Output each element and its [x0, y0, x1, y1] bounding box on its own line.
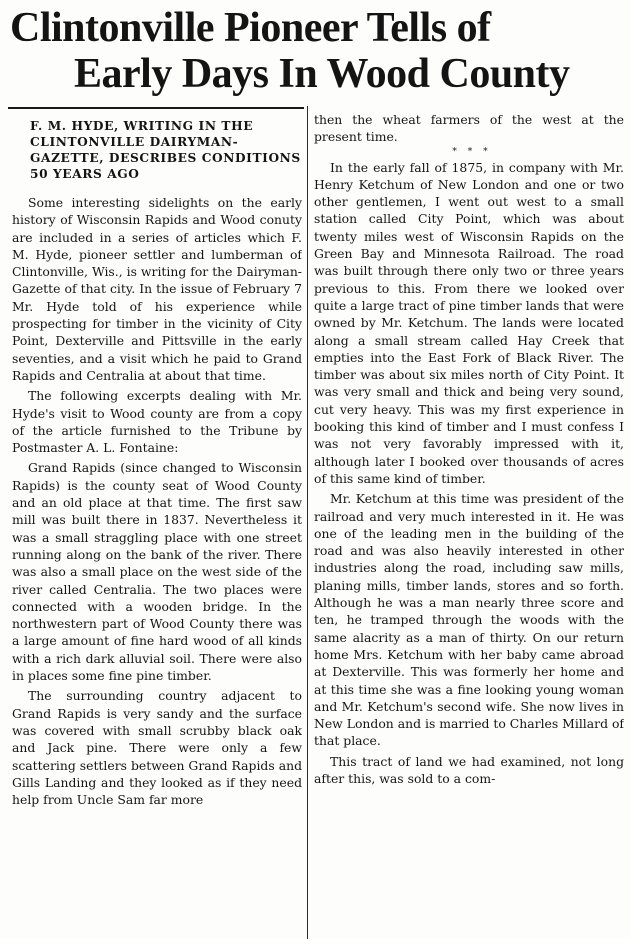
column-divider	[307, 106, 308, 939]
headline	[0, 0, 631, 104]
article-paragraph: This tract of land we had examined, not long after this, was sold to a com-	[314, 753, 624, 786]
article-paragraph: Some interesting sidelights on the early history of Wisconsin Rapids and Wood conuty are included in a series of articles which F. M. Hyde, pioneer settler and lumberman of Clintonville, Wis., is writing for the Dairyman-Gazette of that city. In the issue of February 7 Mr. Hyde told of his experience while prospecting for timber in the vicinity of City Point, Dexterville and Pittsville in the early seventies, and a visit which he paid to Grand Rapids and Centralia at about that time.	[12, 195, 302, 383]
left-column	[12, 118, 302, 936]
article-paragraph: Grand Rapids (since changed to Wisconsin Rapids) is the county seat of Wood County and an old place at that time. The first saw mill was built there in 1837. Nevertheless it was a small straggling place with one street running along on the bank of the river. There was also a small place on the west side of the river called Centralia. The two places were connected with a wooden bridge. In the northwestern part of Wood County there was a large amount of fine hard wood of all kinds with a rich dark alluvial soil. There were also in places some fine pine timber.	[12, 460, 302, 684]
headline-rule	[8, 107, 304, 109]
right-column	[314, 111, 624, 936]
headline-line-2: Early Days In Wood County	[74, 51, 570, 97]
subheadline-deck: F. M. HYDE, WRITING IN THE CLINTONVILLE DAIRYMAN-GAZETTE, DESCRIBES CONDITIONS 50 YEARS AGO	[30, 119, 301, 181]
article-paragraph-continued: then the wheat farmers of the west at the present time.	[314, 112, 624, 145]
article-paragraph: The following excerpts dealing with Mr. Hyde's visit to Wood county are from a copy of the article furnished to the Tribune by Postmaster A. L. Fontaine:	[12, 388, 302, 456]
headline-line-1: Clintonville Pioneer Tells of	[10, 5, 491, 51]
article-paragraph: Mr. Ketchum at this time was president of the railroad and very much interested in it. He was one of the leading men in the building of the road and was also heavily interested in other industries along the road, including saw mills, planing mills, timber lands, stores and so forth. Although he was a man nearly three score and ten, he tramped through the woods with the same alacrity as a man of thirty. On our return home Mrs. Ketchum with her baby came abroad at Dexterville. This was formerly her home and at this time she was a fine looking young woman and Mr. Ketchum's second wife. She now lives in New London and is married to Charles Millard of that place.	[314, 491, 624, 749]
section-separator: * * *	[452, 146, 492, 157]
article-paragraph: The surrounding country adjacent to Grand Rapids is very sandy and the surface was covered with small scrubby black oak and Jack pine. There were only a few scattering settlers between Grand Rapids and Gills Landing and they looked as if they need help from Uncle Sam far more	[12, 688, 302, 808]
article-paragraph: In the early fall of 1875, in company with Mr. Henry Ketchum of New London and one or two other gentlemen, I went out west to a small station called City Point, which was about twenty miles west of Wisconsin Rapids on the Green Bay and Minnesota Railroad. The road was built through there only two or three years previous to this. From there we looked over quite a large tract of pine timber lands that were owned by Mr. Ketchum. The lands were located along a small stream called Hay Creek that empties into the East Fork of Black River. The timber was about six miles north of City Point. It was very small and thick and being very sound, cut very heavy. This was my first experience in booking this kind of timber and I must confess I was not very favorably impressed with it, although later I booked over thousands of acres of this same kind of timber.	[314, 159, 624, 486]
